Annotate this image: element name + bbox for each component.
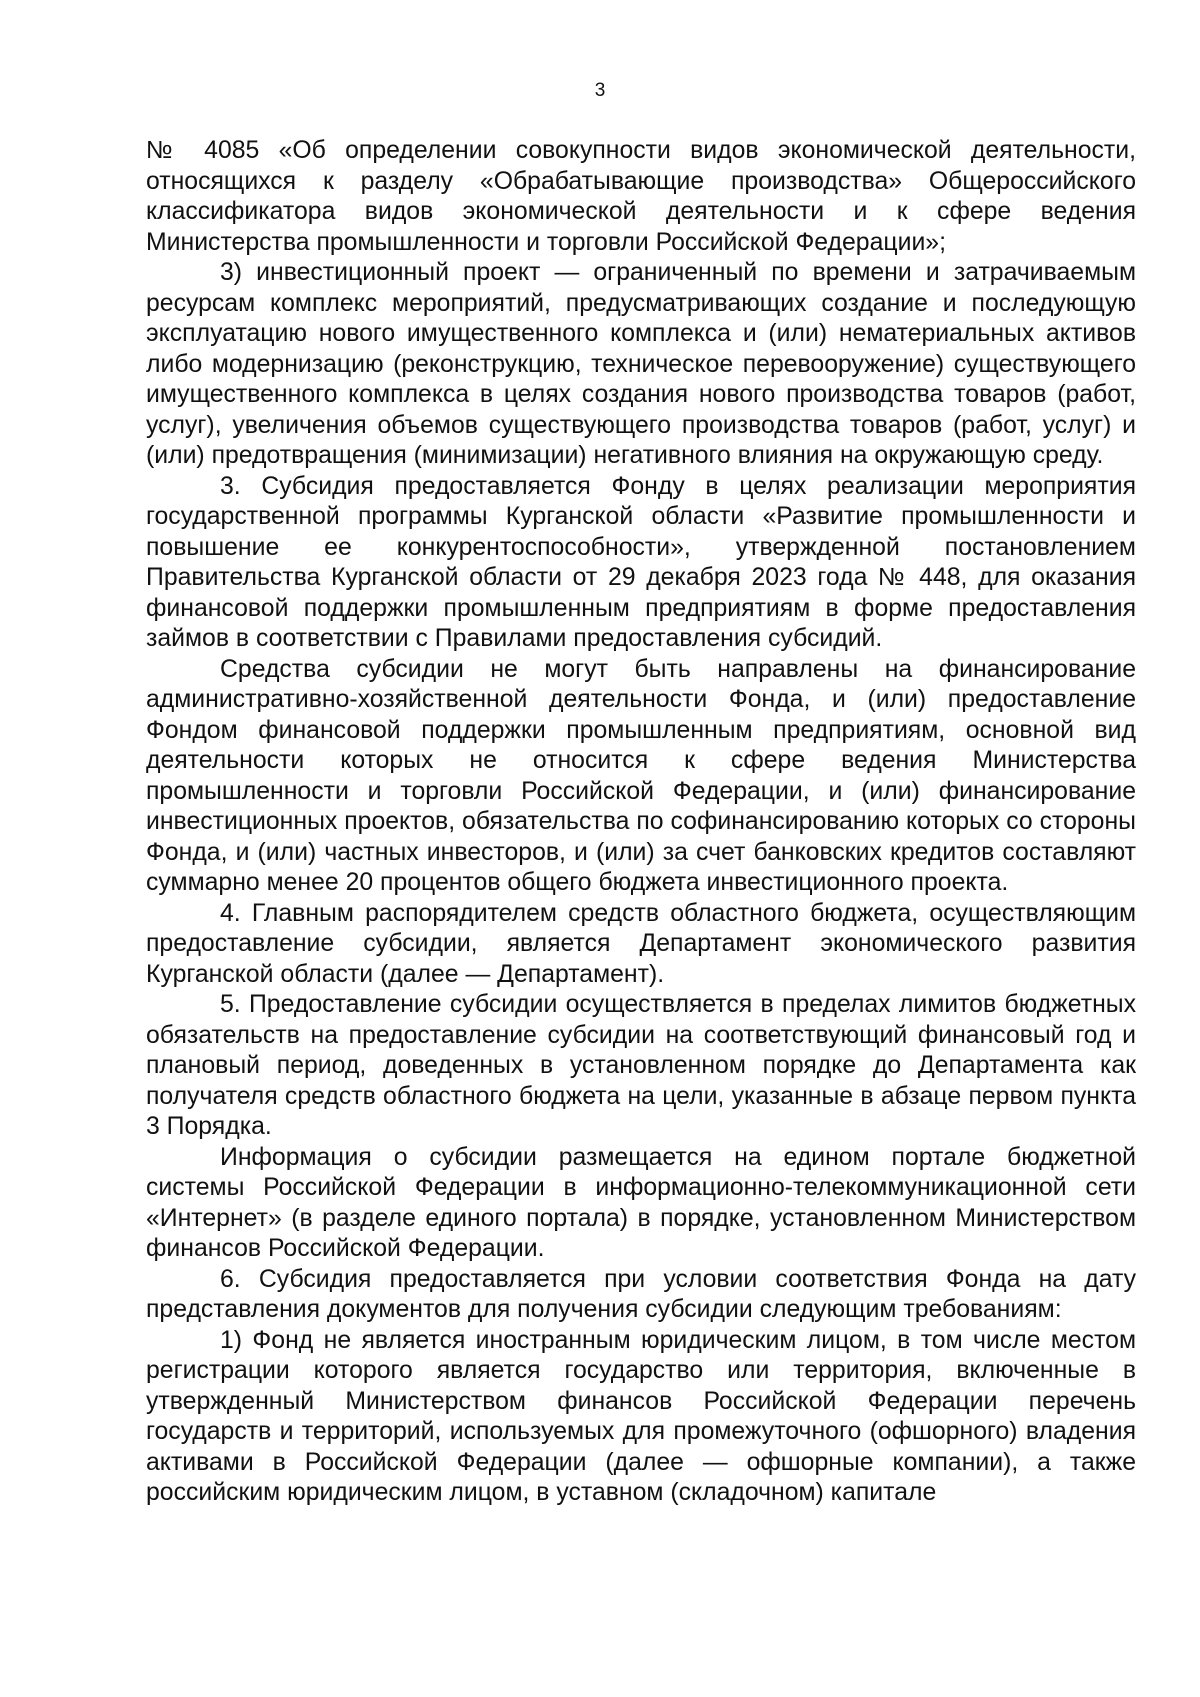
paragraph-main-administrator: 4. Главным распорядителем средств областного бюджета, осуществляющим предоставление субсидии, является Департамент экономического развития Курганской области (далее — Департамент). [146,899,1136,988]
document-body [146,136,1136,1509]
page-number: 3 [594,80,606,101]
paragraph-portal-information: Информация о субсидии размещается на едином портале бюджетной системы Российской Федерации в информационно-телекоммуникационной сети «Интернет» (в разделе единого портала) в порядке, установленном Министерством финансов Российской Федерации. [146,1143,1136,1262]
paragraph-requirement-1: 1) Фонд не является иностранным юридическим лицом, в том числе местом регистрации которого является государство или территория, включенные в утвержденный Министерством финансов Российской Федерации перечень государств и территорий, используемых для промежуточного (офшорного) владения активами в Российской Федерации (далее — офшорные компании), а также российским юридическим лицом, в уставном (складочном) капитале [146,1326,1136,1506]
paragraph-continuation: № 4085 «Об определении совокупности видов экономической деятельности, относящихся к разделу «Обрабатывающие производства» Общероссийского классификатора видов экономической деятельности и к сфере ведения Министерства промышленности и торговли Российской Федерации»; [146,137,1136,256]
paragraph-budget-limits: 5. Предоставление субсидии осуществляется в пределах лимитов бюджетных обязательств на предоставление субсидии на соответствующий финансовый год и плановый период, доведенных в установленном порядке до Департамента как получателя средств областного бюджета на цели, указанные в абзаце первом пункта 3 Порядка. [146,991,1136,1140]
paragraph-subsidy-restrictions: Средства субсидии не могут быть направлены на финансирование административно-хозяйственной деятельности Фонда, и (или) предоставление Фондом финансовой поддержки промышленным предприятиям, основной вид деятельности которых не относится к сфере ведения Министерства промышленности и торговли Российской Федерации, и (или) финансирование инвестиционных проектов, обязательства по софинансированию которых со стороны Фонда, и (или) частных инвесторов, и (или) за счет банковских кредитов составляют суммарно менее 20 процентов общего бюджета инвестиционного проекта. [146,655,1136,896]
paragraph-requirements-intro: 6. Субсидия предоставляется при условии соответствия Фонда на дату представления документов для получения субсидии следующим требованиям: [146,1265,1136,1323]
paragraph-investment-project-definition: 3) инвестиционный проект — ограниченный по времени и затрачиваемым ресурсам комплекс мероприятий, предусматривающих создание и последующую эксплуатацию нового имущественного комплекса и (или) нематериальных активов либо модернизацию (реконструкцию, техническое перевооружение) существующего имущественного комплекса в целях создания нового производства товаров (работ, услуг), увеличения объемов существующего производства товаров (работ, услуг) и (или) предотвращения (минимизации) негативного влияния на окружающую среду. [146,259,1136,469]
paragraph-subsidy-purpose: 3. Субсидия предоставляется Фонду в целях реализации мероприятия государственной программы Курганской области «Развитие промышленности и повышение ее конкурентоспособности», утвержденной постановлением Правительства Курганской области от 29 декабря 2023 года № 448, для оказания финансовой поддержки промышленным предприятиям в форме предоставления займов в соответствии с Правилами предоставления субсидий. [146,472,1136,652]
